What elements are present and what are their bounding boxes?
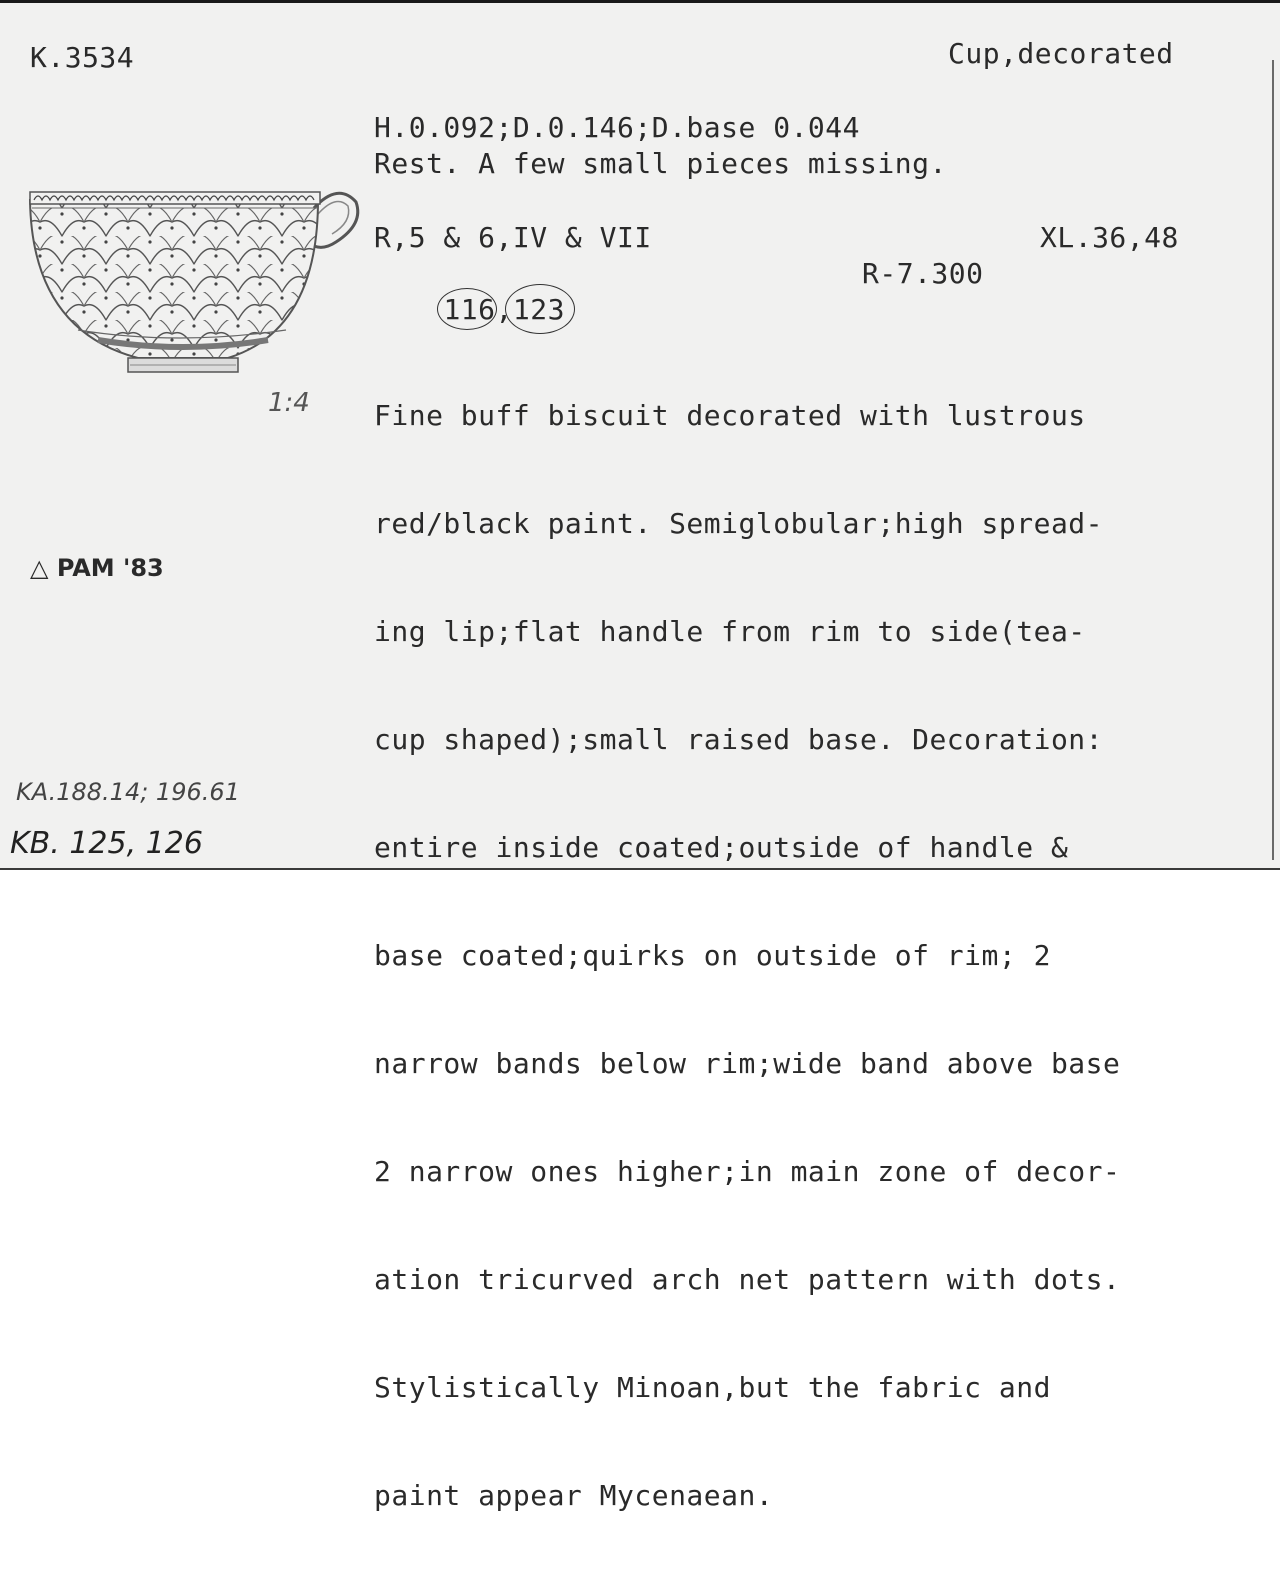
circle-separator: , bbox=[495, 293, 513, 326]
card-top-edge bbox=[0, 0, 1280, 3]
ka-reference: KA.188.14; 196.61 bbox=[16, 778, 240, 806]
catalog-number: K.3534 bbox=[30, 41, 135, 74]
xl-reference: XL.36,48 bbox=[1040, 221, 1179, 254]
description-line: entire inside coated;outside of handle & bbox=[374, 831, 1069, 864]
condition: Rest. A few small pieces missing. bbox=[374, 147, 947, 180]
description-line: narrow bands below rim;wide band above base bbox=[374, 1047, 1121, 1080]
description-line: 2 narrow ones higher;in main zone of decor- bbox=[374, 1155, 1121, 1188]
r-reference: R-7.300 bbox=[862, 257, 984, 290]
cup-sketch-icon bbox=[18, 180, 368, 390]
circled-ref-116: 116 bbox=[443, 292, 495, 328]
description-line: Stylistically Minoan,but the fabric and bbox=[374, 1371, 1051, 1404]
description-line: base coated;quirks on outside of rim; 2 bbox=[374, 939, 1051, 972]
description-line: ing lip;flat handle from rim to side(tea- bbox=[374, 615, 1086, 648]
initials-note: △ PAM '83 bbox=[30, 554, 164, 582]
description-line: paint appear Mycenaean. bbox=[374, 1479, 774, 1512]
card-right-edge bbox=[1272, 60, 1274, 860]
dimensions: H.0.092;D.0.146;D.base 0.044 bbox=[374, 111, 861, 144]
description-line: cup shaped);small raised base. Decoration: bbox=[374, 723, 1104, 756]
ink-circle bbox=[437, 288, 497, 330]
description-line: ation tricurved arch net pattern with dots. bbox=[374, 1263, 1121, 1296]
object-type: Cup,decorated bbox=[948, 37, 1174, 70]
description-line: red/black paint. Semiglobular;high spread- bbox=[374, 507, 1104, 540]
kb-reference: KB. 125, 126 bbox=[10, 826, 203, 861]
description bbox=[374, 326, 1264, 1586]
findspot: R,5 & 6,IV & VII bbox=[374, 221, 652, 254]
circled-ref-123: 123 bbox=[513, 292, 565, 328]
description-line: Fine buff biscuit decorated with lustrous bbox=[374, 399, 1086, 432]
scale-note: 1:4 bbox=[268, 388, 310, 418]
